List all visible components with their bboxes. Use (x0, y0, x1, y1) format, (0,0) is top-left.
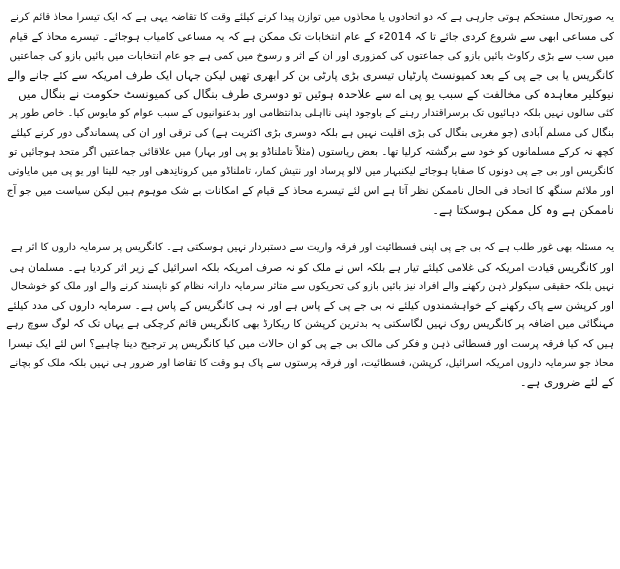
text-line: کی مساعی ابھی سے شروع کردی جائے تا کہ 2014ء کے عام انتخابات تک ممکن ہے کہ یہ مساعی کامیاب ہوجائے۔ تیسرے محاذ کے قیام (9, 30, 614, 44)
text-line: یہ مسئلہ بھی غور طلب ہے کہ بی جے پی اپنی فسطائیت اور فرقہ واریت سے دستبردار نہیں ہوسکتی ہے۔ کانگریس پر سرمایہ داروں کا اثر ہے (11, 242, 614, 254)
article-body (6, 8, 614, 393)
text-line: یہ صورتحال مستحکم ہوتی جارہی ہے کہ دو اتحادوں یا محاذوں میں توازن پیدا کرنے کیلئے وقت کا تقاضہ یہی ہے کہ ایک تیسرا محاذ قائم کرنے (10, 12, 614, 23)
text-line: کے لئے ضروری ہے۔ (519, 375, 614, 390)
text-line: اور کرپشن سے پاک رکھنے کے خواہشمندوں کیلئے نہ بی جے پی کے پاس ہے اور نہ ہی کانگریس کے پاس ہے۔ سرمایہ داروں کی مدد کیلئے (7, 299, 614, 313)
paragraph-third-front (6, 8, 614, 220)
text-line: اور کانگریس قیادت امریکہ کی غلامی کیلئے تیار ہے بلکہ اس نے ملک کو نہ صرف امریکہ بلکہ اسرائیل کے زیر اثر کردیا ہے۔ مسلمان ہی (9, 260, 614, 274)
text-line: کچھ نہ کرکے مسلمانوں کو خود سے برگشتہ کرلیا تھا۔ بعض ریاستوں (مثلاً تاملناڈو یو پی اور بہار) میں علاقائی جماعتیں اگر متحد ہوجائیں تو (8, 146, 614, 159)
text-line: محاذ جو سرمایہ داروں امریکہ اسرائیل، کرپشن، فسطائیت، اور فرقہ پرستوں سے پاک ہو وقت کا تقاضا اور ضرور ہی نہیں بلکہ ملک کو بچانے (9, 358, 614, 370)
paragraph-congress-bjp (6, 238, 614, 392)
text-line: ناممکن ہے وہ کل ممکن ہوسکتا ہے۔ (432, 202, 614, 217)
text-line: کانگریس یا بی جے پی کے بعد کمیونسٹ پارٹیاں تیسری بڑی پارٹی بن کر ابھری تھیں لیکن جہاں ایک طرف امریکہ سے کئے جانے والے (7, 68, 614, 82)
text-line: ہیں کہ کیا فرقہ پرست اور فسطائی ذہن و فکر کی مالک بی جے پی کو ان حالات میں کیا کانگریس پر ترجیح دینا چاہیے؟ اس لئے ایک تیسرا (8, 337, 614, 350)
text-line: نہیں بلکہ حقیقی سیکولر ذہن رکھنے والے افراد نیز بائیں بازو کی تحریکوں سے متاثر سرمایہ دارانہ نظام کو ناپسند کرنے والے اور ملک کو خوشحال (10, 280, 614, 292)
text-line: کئی سالوں نہیں بلکہ دہائیوں تک برسراقتدار رہنے کے باوجود اپنی نااہلی بدانتظامی اور بدعنوانیوں کے سبب عوام کو مایوس کیا۔ خاص طور پر (9, 108, 614, 120)
text-line: اور ملائم سنگھ کا اتحاد فی الحال ناممکن نظر آتا ہے اس لئے تیسرے محاذ کے قیام کے امکانات بے شک موہوم ہیں لیکن سیاست میں جو آج (6, 184, 614, 197)
text-line: بنگال کی مسلم آبادی (جو مغربی بنگال کی بڑی اقلیت نہیں ہے بلکہ دوسری بڑی اکثریت ہے) کی ترقی اور ان کی پسماندگی دور کرنے کیلئے (10, 126, 614, 139)
text-line: کانگریس اور بی جے پی دونوں کا صفایا ہوجائے لیکنبہار میں لالو پرساد اور نتیش کمار، تاملناڈو میں کرونانِدھی اور جیہ للیتا اور یو پی میں مایاوتی (8, 166, 614, 178)
text-line: مہنگائی میں اضافہ پر کانگریس روک نہیں لگاسکتی یہ بدترین کرپشن کا ریکارڈ بھی کانگریس قائم کرچکی ہے یہاں تک کہ لوگ سوچ رہے (6, 318, 614, 331)
text-line: نیوکلیر معاہدہ کی مخالفت کے سبب یو پی اے سے علاحدہ ہوئیں تو دوسری طرف بنگال کی کمیونسٹ حکومت نے بنگال میں (18, 87, 614, 102)
text-line: میں سب سے بڑی رکاوٹ بائیں بازو کی جماعتوں کی کمزوری اور ان کے اثر و رسوخ میں کمی ہے جو عام انتخابات میں بائیں بازو کی جماعتیں (9, 49, 614, 62)
